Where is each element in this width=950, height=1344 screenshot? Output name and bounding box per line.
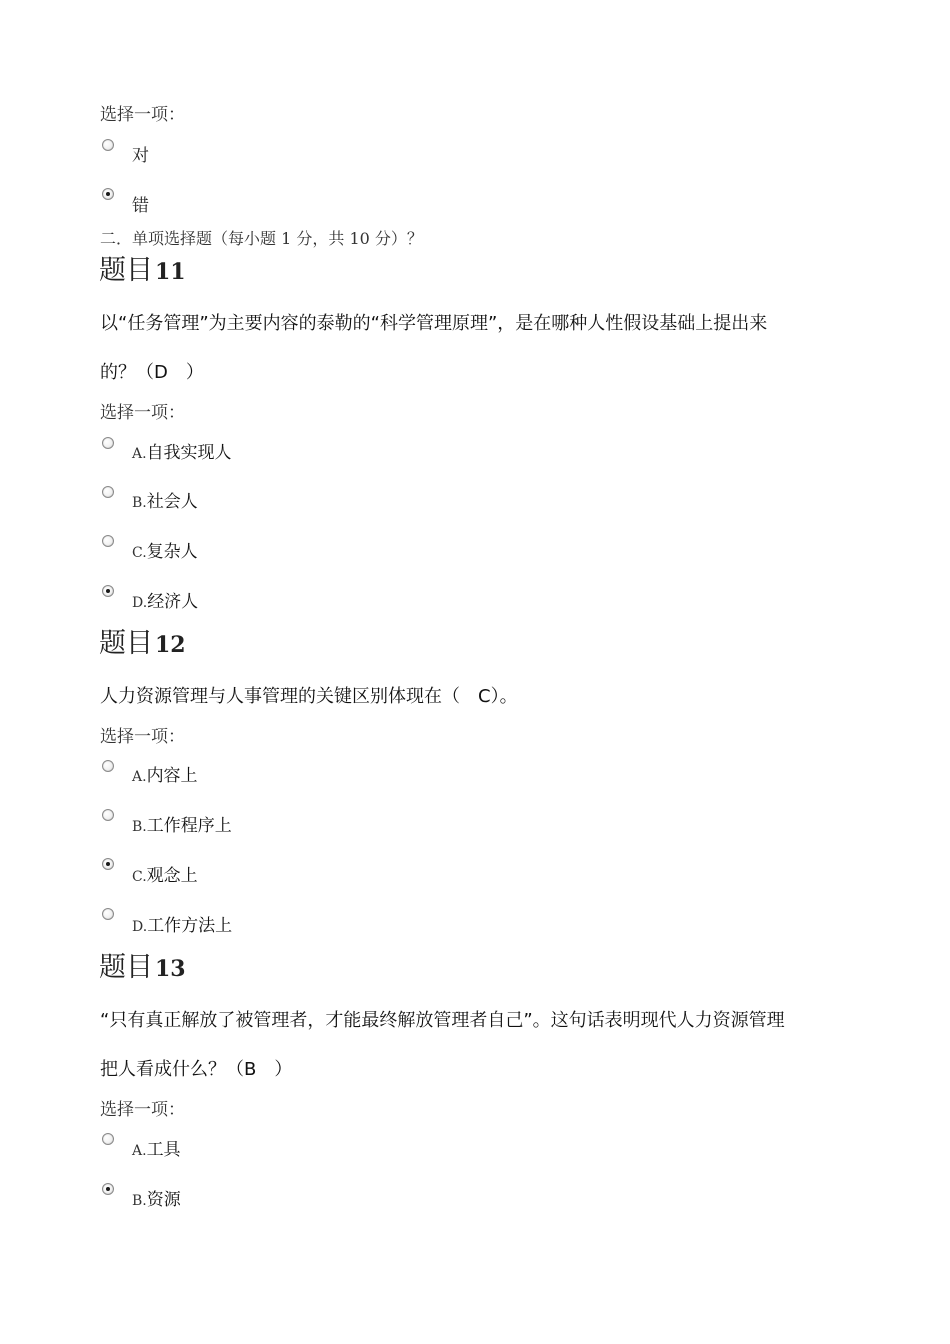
option-text: 经济人 [147,592,199,612]
prev-option-true-radio[interactable] [102,139,114,151]
option-letter: B. [132,1193,147,1209]
option-text: 复杂人 [146,542,198,562]
option-letter: B. [132,819,147,835]
question-11-option-d-radio[interactable] [102,585,114,597]
question-11-option-c[interactable] [132,537,198,562]
question-13-option-a[interactable] [132,1135,181,1160]
option-text: 观念上 [146,866,198,886]
option-text: 资源 [146,1190,181,1210]
question-12-option-a-radio[interactable] [102,760,114,772]
question-11-option-c-radio[interactable] [102,535,114,547]
section-header: 二．单项选择题（每小题 1 分，共 10 分）？ [100,229,423,248]
question-title-word: 题目 [99,628,153,659]
question-13-text-line2: 把人看成什么？（B ） [100,1059,293,1080]
question-13-prompt: 选择一项： [100,1100,185,1120]
option-text: 工作方法上 [147,916,233,936]
prev-option-false-radio[interactable] [102,188,114,200]
prev-option-false-label: 错 [132,196,149,216]
option-text: 工具 [146,1140,181,1160]
question-title-word: 题目 [99,952,153,983]
prev-question-prompt: 选择一项： [100,105,185,125]
question-title-word: 题目 [99,255,153,286]
option-text: 社会人 [146,492,198,512]
question-13-option-a-radio[interactable] [102,1133,114,1145]
question-11-prompt: 选择一项： [100,403,185,423]
question-13-text-line1: “只有真正解放了被管理者，才能最终解放管理者自己”。这句话表明现代人力资源管理 [100,1010,785,1031]
question-number: 12 [155,632,186,658]
question-11-option-d[interactable] [132,587,198,612]
option-text: 内容上 [146,766,198,786]
question-12-text: 人力资源管理与人事管理的关键区别体现在（ C）。 [100,686,518,707]
question-12-option-b[interactable] [132,811,232,836]
question-12-title [99,621,186,660]
question-12-option-b-radio[interactable] [102,809,114,821]
question-number: 11 [155,259,186,285]
option-letter: C. [132,869,147,885]
question-13-option-b[interactable] [132,1185,181,1210]
option-letter: A. [132,1143,147,1159]
question-11-title [99,248,186,287]
option-letter: B. [132,495,147,511]
option-letter: A. [132,769,147,785]
option-letter: A. [132,446,147,462]
question-12-option-d[interactable] [132,911,232,936]
question-12-option-d-radio[interactable] [102,908,114,920]
question-11-option-b[interactable] [132,487,198,512]
option-letter: D. [132,595,148,611]
option-letter: D. [132,919,148,935]
question-13-title [99,945,186,984]
question-12-option-a[interactable] [132,761,198,786]
question-11-text-line2: 的？（D ） [100,362,204,383]
option-text: 自我实现人 [146,443,232,463]
question-13-option-b-radio[interactable] [102,1183,114,1195]
option-letter: C. [132,545,147,561]
question-number: 13 [155,956,186,982]
prev-option-true-label: 对 [132,146,149,166]
question-11-option-b-radio[interactable] [102,486,114,498]
question-12-prompt: 选择一项： [100,727,185,747]
question-11-text-line1: 以“任务管理”为主要内容的泰勒的“科学管理原理”，是在哪种人性假设基础上提出来 [100,313,768,334]
question-12-option-c-radio[interactable] [102,858,114,870]
option-text: 工作程序上 [146,816,232,836]
question-11-option-a[interactable] [132,438,232,463]
question-11-option-a-radio[interactable] [102,437,114,449]
question-12-option-c[interactable] [132,861,198,886]
